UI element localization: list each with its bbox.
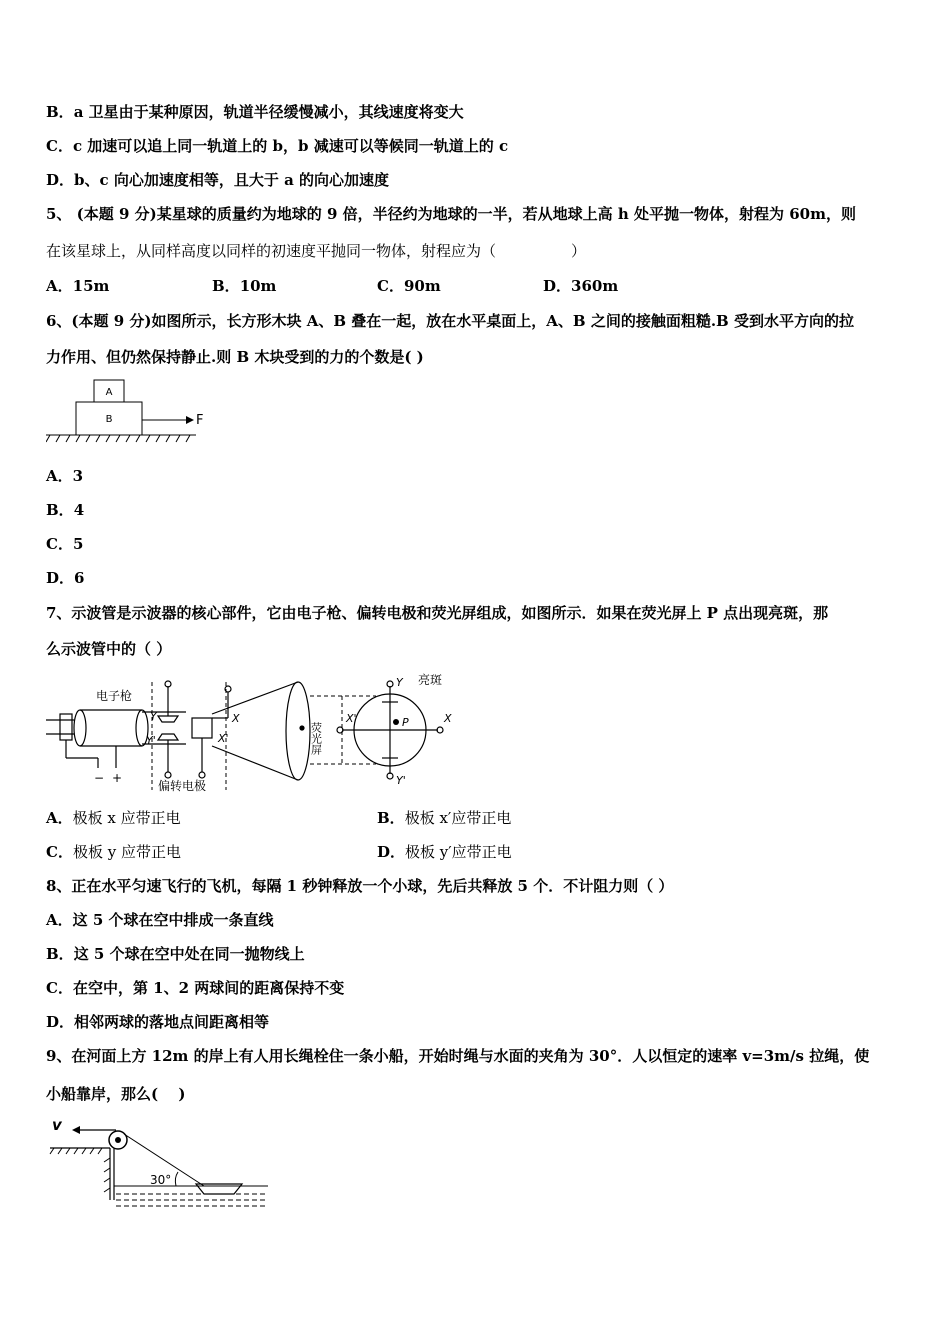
spot-label: 亮斑 (418, 673, 443, 687)
q7-option-d: D．极板 y′应带正电 (377, 843, 512, 861)
angle-label: 30° (150, 1173, 172, 1187)
deflect-label: 偏转电极 (158, 779, 207, 793)
q8-option-b: B．这 5 个球在空中处在同一抛物线上 (46, 945, 305, 963)
q7-stem-line2: 么示波管中的（ ） (46, 640, 172, 658)
screen-label-1: 荧光屏 (309, 722, 323, 755)
label-y-screen: Y (396, 676, 403, 689)
q5-option-b: B．10m (212, 277, 277, 295)
q6-stem-line2: 力作用、但仍然保持静止.则 B 木块受到的力的个数是( ) (46, 348, 424, 366)
q9-stem-line2: 小船靠岸，那么( ) (46, 1085, 186, 1103)
label-x-screen: X (444, 712, 452, 725)
deflection-electrodes (142, 681, 231, 778)
bank-hatch (50, 1148, 110, 1192)
velocity-arrowhead (72, 1126, 80, 1134)
label-p: P (402, 716, 409, 729)
tube-funnel (212, 682, 310, 780)
q9-stem-line1: 9、在河面上方 12m 的岸上有人用长绳栓住一条小船，开始时绳与水面的夹角为 30°．人以恒定的速率 v=3m/s 拉绳，使 (46, 1047, 870, 1065)
label-x-plate: X (232, 712, 240, 725)
q5-option-d: D．360m (543, 277, 619, 295)
force-label: F (196, 413, 204, 428)
force-arrowhead (186, 416, 194, 424)
q9-figure-boat (46, 1114, 276, 1214)
q6-stem-line1: 6、(本题 9 分)如图所示，长方形木块 A、B 叠在一起，放在水平桌面上，A、B 之间的接触面粗糙.B 受到水平方向的拉 (46, 312, 854, 330)
q4-option-c: C．c 加速可以追上同一轨道上的 b，b 减速可以等候同一轨道上的 c (46, 137, 509, 155)
q7-option-a: A．极板 x 应带正电 (46, 809, 181, 827)
q8-stem: 8、正在水平匀速飞行的飞机，每隔 1 秒钟释放一个小球，先后共释放 5 个．不计阻力则（ ） (46, 877, 674, 895)
velocity-label: v (52, 1116, 62, 1134)
angle-arc (175, 1172, 178, 1186)
gun-plus: + (112, 771, 123, 785)
q6-option-c: C．5 (46, 535, 84, 553)
q6-figure-blocks (46, 376, 216, 446)
label-y2-plate: Y' (146, 734, 156, 747)
q8-option-a: A．这 5 个球在空中排成一条直线 (46, 911, 274, 929)
label-x2-screen: X' (346, 712, 357, 725)
q8-option-c: C．在空中，第 1、2 两球间的距离保持不变 (46, 979, 345, 997)
q5-stem-line1: 5、 (本题 9 分)某星球的质量约为地球的 9 倍，半径约为地球的一半，若从地球上高 h 处平抛一物体，射程为 60m，则 (46, 205, 856, 223)
gun-minus: − (94, 771, 105, 785)
q6-option-b: B．4 (46, 501, 85, 519)
label-y-plate: Y (150, 710, 157, 723)
q6-option-a: A．3 (46, 467, 84, 485)
q7-option-b: B．极板 x′应带正电 (377, 809, 512, 827)
q7-option-c: C．极板 y 应带正电 (46, 843, 181, 861)
q5-option-c: C．90m (377, 277, 441, 295)
label-y2-screen: Y' (396, 774, 406, 787)
q5-option-a: A．15m (46, 277, 110, 295)
q5-stem-line2: 在该星球上，从同样高度以同样的初速度平抛同一物体，射程应为（ ） (46, 242, 587, 260)
bright-spot-p (393, 719, 399, 725)
q7-stem-line1: 7、示波管是示波器的核心部件，它由电子枪、偏转电极和荧光屏组成，如图所示．如果在荧光屏上 P 点出现亮斑，那 (46, 604, 829, 622)
q4-option-d: D．b、c 向心加速度相等，且大于 a 的向心加速度 (46, 171, 390, 189)
q4-option-b: B．a 卫星由于某种原因，轨道半径缓慢减小，其线速度将变大 (46, 103, 464, 121)
block-a-label: A (105, 387, 113, 398)
label-x2-plate: X' (218, 732, 229, 745)
q7-figure-oscilloscope (46, 672, 456, 797)
q8-option-d: D．相邻两球的落地点间距离相等 (46, 1013, 270, 1031)
ground-hatch (46, 435, 190, 442)
deflector-dash (152, 682, 226, 790)
water-dashes (116, 1194, 268, 1206)
electron-gun (46, 710, 148, 768)
gun-label: 电子枪 (96, 689, 133, 703)
block-b-label: B (105, 414, 113, 425)
q6-option-d: D．6 (46, 569, 85, 587)
